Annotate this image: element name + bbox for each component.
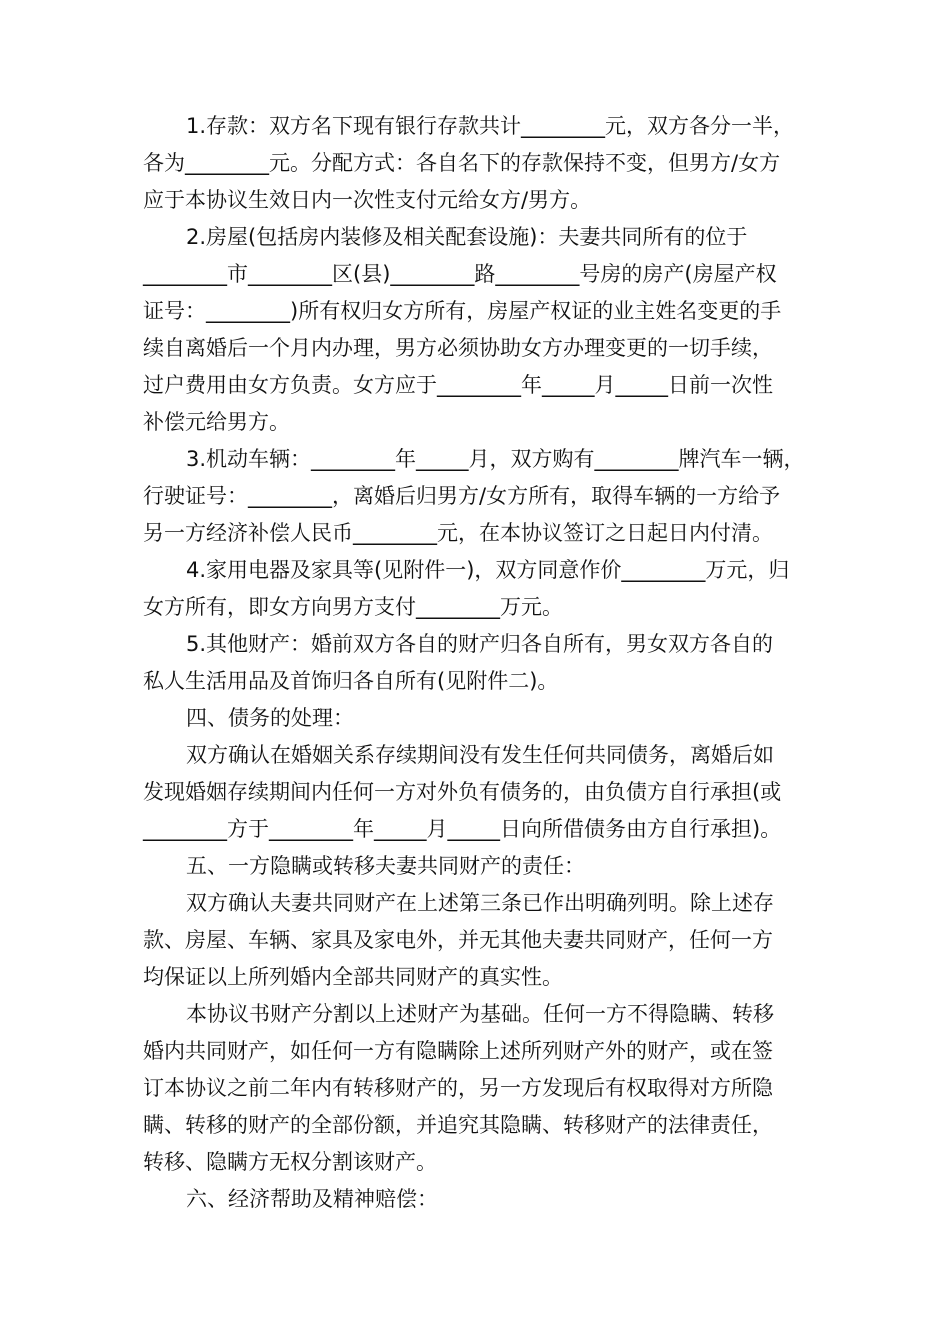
text-line: 应于本协议生效日内一次性支付元给女方/男方。 (143, 188, 592, 212)
text-line: 款、房屋、车辆、家具及家电外，并无其他夫妻共同财产，任何一方 (143, 928, 773, 952)
text-line: ________方于________年_____月_____日向所借债务由方自行承担)。 (143, 817, 782, 841)
paragraph-savings (143, 108, 833, 219)
text-line: ________市________区(县)________路________号房的房产(房屋产权 (143, 262, 777, 286)
text-line: 五、一方隐瞒或转移夫妻共同财产的责任： (186, 854, 585, 878)
section-heading-debts (143, 700, 833, 737)
text-line: 3.机动车辆：________年_____月，双方购有________牌汽车一辆， (186, 447, 805, 471)
text-line: 女方所有，即女方向男方支付________万元。 (143, 595, 563, 619)
text-line: 2.房屋(包括房内装修及相关配套设施)：夫妻共同所有的位于 (186, 225, 748, 249)
text-line: 瞒、转移的财产的全部份额，并追究其隐瞒、转移财产的法律责任， (143, 1113, 773, 1137)
text-line: 1.存款：双方名下现有银行存款共计________元，双方各分一半， (186, 114, 795, 138)
text-line: 续自离婚后一个月内办理，男方必须协助女方办理变更的一切手续， (143, 336, 773, 360)
section-heading-concealment (143, 848, 833, 885)
paragraph-division-basis (143, 996, 833, 1181)
text-line: 双方确认夫妻共同财产在上述第三条已作出明确列明。除上述存 (186, 891, 774, 915)
paragraph-appliances (143, 552, 833, 626)
text-line: 另一方经济补偿人民币________元，在本协议签订之日起日内付清。 (143, 521, 773, 545)
text-line: 补偿元给男方。 (143, 410, 290, 434)
paragraph-confirmation (143, 885, 833, 996)
text-line: 婚内共同财产，如任何一方有隐瞒除上述所列财产外的财产，或在签 (143, 1039, 773, 1063)
paragraph-other-property (143, 626, 833, 700)
text-line: 各为________元。分配方式：各自名下的存款保持不变，但男方/女方 (143, 151, 781, 175)
paragraph-debts (143, 737, 833, 848)
text-line: 四、债务的处理： (186, 706, 354, 730)
document-body (143, 108, 833, 1218)
section-heading-compensation (143, 1181, 833, 1218)
text-line: 行驶证号：________，离婚后归男方/女方所有，取得车辆的一方给予 (143, 484, 781, 508)
text-line: 转移、隐瞒方无权分割该财产。 (143, 1150, 437, 1174)
text-line: 私人生活用品及首饰归各自所有(见附件二)。 (143, 669, 559, 693)
text-line: 订本协议之前二年内有转移财产的，另一方发现后有权取得对方所隐 (143, 1076, 773, 1100)
text-line: 双方确认在婚姻关系存续期间没有发生任何共同债务，离婚后如 (186, 743, 774, 767)
text-line: 4.家用电器及家具等(见附件一)，双方同意作价________万元，归 (186, 558, 790, 582)
text-line: 六、经济帮助及精神赔偿： (186, 1187, 438, 1211)
text-line: 发现婚姻存续期间内任何一方对外负有债务的，由负债方自行承担(或 (143, 780, 782, 804)
text-line: 证号：________)所有权归女方所有，房屋产权证的业主姓名变更的手 (143, 299, 782, 323)
text-line: 均保证以上所列婚内全部共同财产的真实性。 (143, 965, 563, 989)
text-line: 过户费用由女方负责。女方应于________年_____月_____日前一次性 (143, 373, 773, 397)
paragraph-vehicle (143, 441, 833, 552)
text-line: 5.其他财产：婚前双方各自的财产归各自所有，男女双方各自的 (186, 632, 774, 656)
paragraph-house (143, 219, 833, 441)
text-line: 本协议书财产分割以上述财产为基础。任何一方不得隐瞒、转移 (186, 1002, 774, 1026)
